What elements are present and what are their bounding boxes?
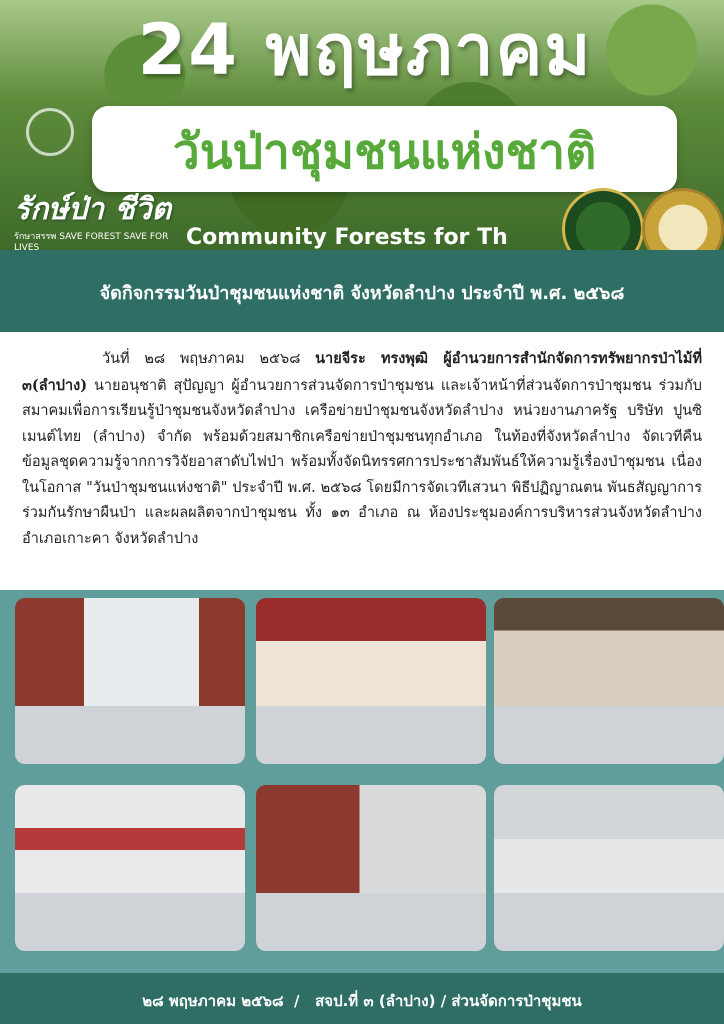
event-title: วันป่าชุมชนแห่งชาติ [172,124,597,180]
campaign-logo-subtext: รักษาสรรพ SAVE FOREST SAVE FOR LIVES [14,232,169,250]
campaign-logo-text: รักษ์ป่า ชีวิต [14,192,172,227]
date-heading: 24 พฤษภาคม [137,9,593,91]
photo-audience [15,785,245,951]
photo-exhibition [494,785,724,951]
event-title-box [92,106,677,192]
building-icon [26,108,74,156]
article-heading: จัดกิจกรรมวันป่าชุมชนแห่งชาติ จังหวัดลำปาง ประจำปี พ.ศ. ๒๕๖๘ [99,283,625,304]
footer-bar [0,973,724,1024]
heading-bar [0,250,724,332]
article-body-panel [0,332,724,590]
body-rest: นายอนุชาติ สุปัญญา ผู้อำนวยการส่วนจัดการป่าชุมชน และเจ้าหน้าที่ส่วนจัดการป่าชุมชน ร่วมกับสมาคมเพื่อการเรียนรู้ป่าชุมชนจังหวัดลำปาง เครือข่ายป่าชุมชนจังหวัดลำปาง หน่วยงานภาครัฐ บริษัท ปูนซิเมนต์ไทย (ลำปาง) จำกัด พร้อมด้วยสมาชิกเครือข่ายป่าชุมชนทุกอำเภอ ในท้องที่จังหวัดลำปาง จัดเวทีคืนข้อมูลชุดความรู้จากการวิจัยอาสาดับไฟป่า พร้อมทั้งจัดนิทรรศการประชาสัมพันธ์ให้ความรู้เรื่องป่าชุมชน เนื่องในโอกาส "วันป่าชุมชนแห่งชาติ" ประจำปี พ.ศ. ๒๕๖๘ โดยมีการจัดเวทีเสวนา พิธีปฏิญาณตน พันธสัญญาการร่วมกันรักษาผืนป่า และผลผลิตจากป่าชุมชน ทั้ง ๑๓ อำเภอ ณ ห้องประชุมองค์การบริหารส่วนจังหวัดลำปาง อำเภอเกาะคา จังหวัดลำปาง [22,377,702,547]
footer-text: ๒๘ พฤษภาคม ๒๕๖๘ / สจป.ที่ ๓ (ลำปาง) / ส่วนจัดการป่าชุมชน [142,992,582,1010]
campaign-logo [14,186,174,250]
body-director: นายจีระ ทรงพุฒิ ผู้อำนวยการสำนักจัดการทรัพยากรป่าไม้ที่ ๓(ลำปาง) [22,350,702,394]
body-lead: วันที่ ๒๘ พฤษภาคม ๒๕๖๘ [102,351,316,367]
article-body [22,346,702,552]
english-tagline: Community Forests for Th [186,225,508,250]
photo-podium-group [256,785,486,951]
photo-meeting-hall [494,598,724,764]
photo-group-standing [15,598,245,764]
photo-speaker [256,598,486,764]
